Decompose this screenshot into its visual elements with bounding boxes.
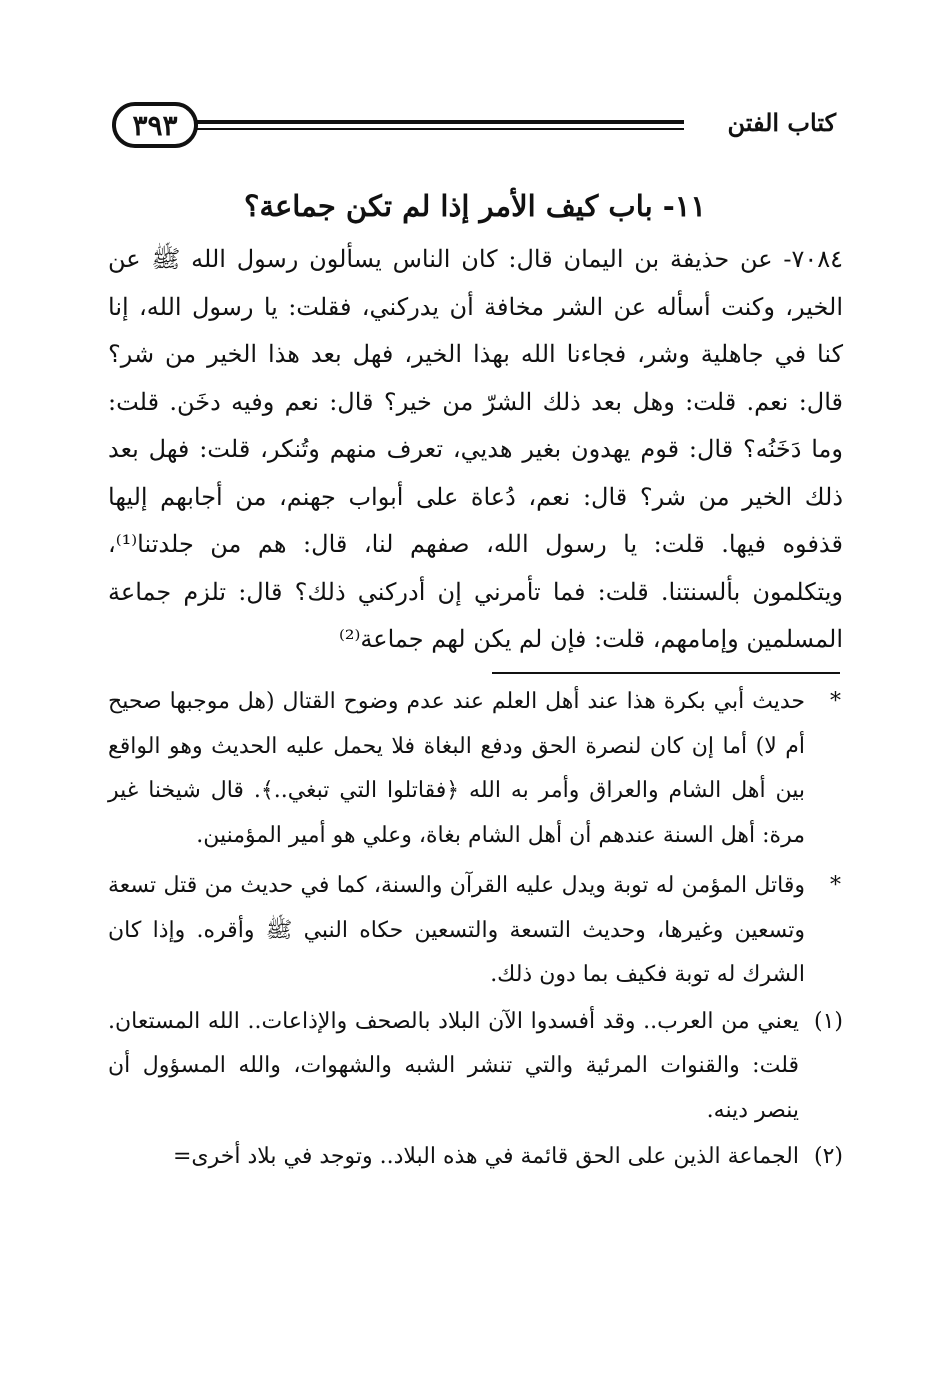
note-text: وقاتل المؤمن له توبة ويدل عليه القرآن والسنة، كما في حديث من قتل تسعة وتسعين وغيرها، وحديث التسعة والتسعين حكاه النبي ﷺ وأقره. وإذا كان الشرك له توبة فكيف بما دون ذلك. — [108, 873, 805, 987]
running-header — [112, 94, 836, 158]
footnote-marker: (١) — [813, 1008, 843, 1034]
footnote-item — [108, 1000, 843, 1134]
hadith-text: ٧٠٨٤- عن حذيفة بن اليمان قال: كان الناس يسألون رسول الله ﷺ عن الخير، وكنت أسأله عن الشر مخافة أن يدركني، فقلت: يا رسول الله، إنا كنا في جاهلية وشر، فجاءنا الله بهذا الخير، فهل بعد هذا الخير من شر؟ قال: نعم. قلت: وهل بعد ذلك الشرّ من خير؟ قال: نعم وفيه دخَن. قلت: وما دَخَنُه؟ قال: قوم يهدون بغير هديي، تعرف منهم وتُنكر، قلت: فهل بعد ذلك الخير من شر؟ قال: نعم، دُعاة على أبواب جهنم، من أجابهم إليها قذفوه فيها. قلت: يا رسول الله، صفهم لنا، قال: هم من جلدتنا⁽¹⁾، ويتكلمون بألسنتنا. قلت: فما تأمرني إن أدركني ذلك؟ قال: تلزم جماعة المسلمين وإمامهم، قلت: فإن لم يكن لهم جماعة⁽²⁾ — [108, 245, 844, 653]
footnote-text: يعني من العرب.. وقد أفسدوا الآن البلاد بالصحف والإذاعات.. الله المستعان. قلت: والقنوات المرئية والتي تنشر الشبه والشهوات، والله المسؤول أن ينصر دينه. — [108, 1008, 800, 1123]
note-text: حديث أبي بكرة هذا عند أهل العلم عند عدم وضوح القتال (هل موجبها صحيح أم لا) أما إن كان لنصرة الحق ودفع البغاة فلا يحمل عليه الحديث وهو الواقع بين أهل الشام والعراق وأمر به الله ﴿فقاتلوا التي تبغي..﴾. قال شيخنا غير مرة: أهل السنة عندهم أن أهل الشام بغاة، وعلي هو أمير المؤمنين. — [108, 689, 805, 848]
commentary-note — [108, 680, 843, 858]
note-marker: * — [830, 689, 841, 714]
chapter-heading: ١١- باب كيف الأمر إذا لم تكن جماعة؟ — [244, 189, 706, 223]
footnote-marker: (٢) — [813, 1144, 843, 1169]
footnote-item — [108, 1135, 843, 1180]
note-marker: * — [830, 873, 841, 898]
page-number: ٣٩٣ — [112, 102, 198, 148]
header-rule — [194, 120, 684, 130]
footnote-text: الجماعة الذين على الحق قائمة في هذه البلاد.. وتوجد في بلاد أخرى= — [172, 1144, 799, 1169]
commentary-note — [108, 864, 843, 998]
footnote-separator — [492, 672, 840, 674]
notes-section — [108, 680, 843, 1180]
book-title: كتاب الفتن — [727, 108, 836, 137]
hadith-text-block — [108, 236, 843, 664]
